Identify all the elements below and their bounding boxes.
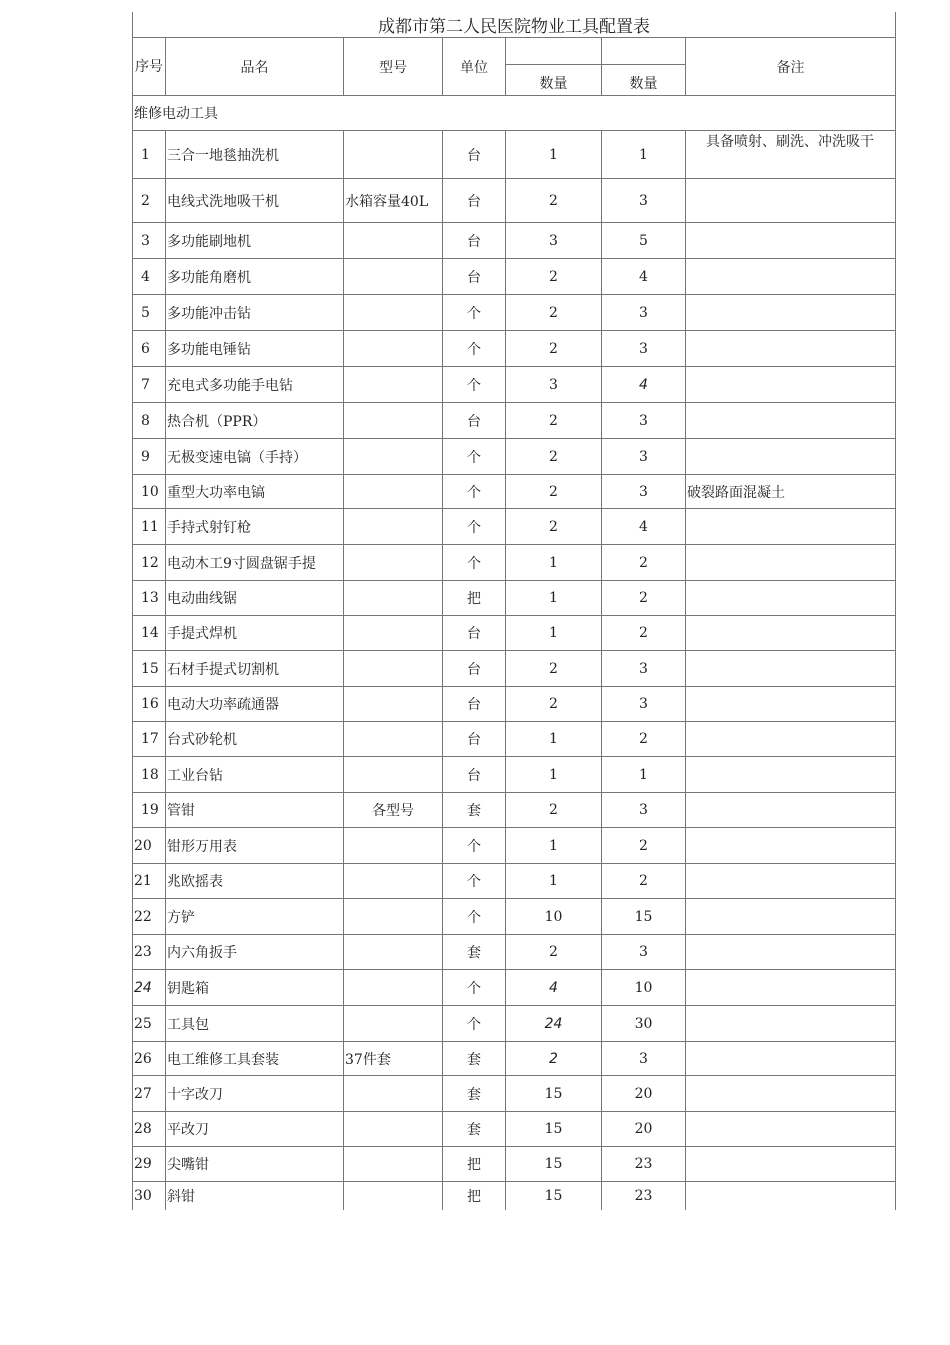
- row-unit: 个: [443, 828, 506, 864]
- row-qty2: 3: [602, 295, 686, 331]
- row-remark: [686, 864, 896, 899]
- row-qty2: 2: [602, 581, 686, 616]
- row-qty1: 1: [506, 545, 602, 581]
- row-seq: 26: [133, 1042, 166, 1076]
- row-qty2: 3: [602, 403, 686, 439]
- row-qty2: 4: [602, 509, 686, 545]
- row-unit: 套: [443, 935, 506, 970]
- row-model: [344, 651, 443, 687]
- row-qty2: 2: [602, 864, 686, 899]
- row-remark: [686, 1006, 896, 1042]
- header-model: 型号: [344, 38, 443, 96]
- row-qty2: 20: [602, 1112, 686, 1147]
- row-name: 管钳: [166, 793, 344, 828]
- row-seq: 1: [133, 131, 166, 179]
- row-model: [344, 722, 443, 757]
- row-remark: [686, 793, 896, 828]
- table-row: [133, 722, 896, 757]
- row-model: [344, 899, 443, 935]
- row-name: 钥匙箱: [166, 970, 344, 1006]
- table-row: [133, 131, 896, 179]
- row-qty2: 3: [602, 331, 686, 367]
- row-name: 多功能电锤钻: [166, 331, 344, 367]
- row-qty1: 1: [506, 864, 602, 899]
- row-qty2: 2: [602, 722, 686, 757]
- row-qty2: 4: [602, 259, 686, 295]
- row-qty2: 1: [602, 131, 686, 179]
- row-unit: 个: [443, 1006, 506, 1042]
- table-row: [133, 295, 896, 331]
- table-row: [133, 828, 896, 864]
- row-unit: 个: [443, 970, 506, 1006]
- table-row: [133, 259, 896, 295]
- row-unit: 台: [443, 757, 506, 793]
- row-model: [344, 439, 443, 475]
- row-model: [344, 545, 443, 581]
- row-unit: 台: [443, 179, 506, 223]
- row-qty1: 15: [506, 1147, 602, 1182]
- row-seq: 27: [133, 1076, 166, 1112]
- row-qty1: 2: [506, 651, 602, 687]
- table-row: [133, 1076, 896, 1112]
- row-remark: [686, 616, 896, 651]
- row-model: [344, 295, 443, 331]
- row-unit: 套: [443, 793, 506, 828]
- row-qty2: 15: [602, 899, 686, 935]
- row-unit: 台: [443, 223, 506, 259]
- row-model: 37件套: [344, 1042, 443, 1076]
- row-name: 电线式洗地吸干机: [166, 179, 344, 223]
- row-seq: 2: [133, 179, 166, 223]
- table-row: [133, 1042, 896, 1076]
- row-seq: 5: [133, 295, 166, 331]
- row-model: [344, 616, 443, 651]
- row-name: 平改刀: [166, 1112, 344, 1147]
- row-remark: [686, 722, 896, 757]
- row-qty1: 2: [506, 687, 602, 722]
- row-name: 兆欧摇表: [166, 864, 344, 899]
- row-qty1: 2: [506, 1042, 602, 1076]
- row-qty1: 1: [506, 616, 602, 651]
- header-qty1: 数量: [506, 65, 602, 96]
- row-qty1: 2: [506, 509, 602, 545]
- row-qty1: 1: [506, 581, 602, 616]
- row-model: [344, 1182, 443, 1210]
- table-row: [133, 367, 896, 403]
- row-remark: [686, 179, 896, 223]
- row-qty2: 20: [602, 1076, 686, 1112]
- table-row: [133, 616, 896, 651]
- row-qty1: 10: [506, 899, 602, 935]
- row-seq: 12: [133, 545, 166, 581]
- header-name: 品名: [166, 38, 344, 96]
- row-name: 电动大功率疏通器: [166, 687, 344, 722]
- table-row: [133, 179, 896, 223]
- row-remark: [686, 259, 896, 295]
- row-model: [344, 509, 443, 545]
- row-qty2: 5: [602, 223, 686, 259]
- row-seq: 7: [133, 367, 166, 403]
- row-seq: 4: [133, 259, 166, 295]
- row-model: [344, 131, 443, 179]
- row-qty2: 3: [602, 475, 686, 509]
- row-remark: [686, 223, 896, 259]
- header-qty1-top: [506, 38, 602, 65]
- row-qty2: 3: [602, 687, 686, 722]
- row-remark: [686, 1076, 896, 1112]
- row-qty2: 3: [602, 439, 686, 475]
- row-unit: 个: [443, 899, 506, 935]
- row-model: [344, 1147, 443, 1182]
- row-qty2: 3: [602, 1042, 686, 1076]
- table-row: [133, 403, 896, 439]
- table-row: [133, 331, 896, 367]
- row-qty1: 2: [506, 331, 602, 367]
- row-name: 多功能角磨机: [166, 259, 344, 295]
- row-seq: 13: [133, 581, 166, 616]
- row-model: [344, 1076, 443, 1112]
- row-model: [344, 223, 443, 259]
- row-model: 各型号: [344, 793, 443, 828]
- row-remark: [686, 899, 896, 935]
- row-unit: 把: [443, 1147, 506, 1182]
- section-title: 维修电动工具: [133, 96, 896, 131]
- row-name: 方铲: [166, 899, 344, 935]
- row-remark: 破裂路面混凝土: [686, 475, 896, 509]
- tool-config-table: [132, 12, 896, 1210]
- table-row: [133, 757, 896, 793]
- row-unit: 个: [443, 331, 506, 367]
- row-model: [344, 475, 443, 509]
- row-remark: 具备喷射、刷洗、冲洗吸干: [686, 131, 896, 179]
- row-remark: [686, 403, 896, 439]
- row-unit: 个: [443, 439, 506, 475]
- row-name: 石材手提式切割机: [166, 651, 344, 687]
- table-row: [133, 935, 896, 970]
- row-unit: 套: [443, 1042, 506, 1076]
- row-remark: [686, 509, 896, 545]
- table-row: [133, 864, 896, 899]
- row-unit: 台: [443, 722, 506, 757]
- row-unit: 套: [443, 1076, 506, 1112]
- row-model: [344, 581, 443, 616]
- row-name: 内六角扳手: [166, 935, 344, 970]
- row-seq: 24: [133, 970, 166, 1006]
- row-qty1: 1: [506, 722, 602, 757]
- row-remark: [686, 1042, 896, 1076]
- row-seq: 3: [133, 223, 166, 259]
- row-unit: 台: [443, 616, 506, 651]
- row-qty2: 3: [602, 179, 686, 223]
- row-name: 手提式焊机: [166, 616, 344, 651]
- row-name: 重型大功率电镐: [166, 475, 344, 509]
- table-row: [133, 1006, 896, 1042]
- row-name: 手持式射钉枪: [166, 509, 344, 545]
- row-qty2: 23: [602, 1182, 686, 1210]
- row-model: [344, 331, 443, 367]
- row-qty1: 2: [506, 295, 602, 331]
- row-qty2: 2: [602, 545, 686, 581]
- row-qty2: 23: [602, 1147, 686, 1182]
- row-remark: [686, 1112, 896, 1147]
- row-unit: 台: [443, 651, 506, 687]
- row-name: 多功能刷地机: [166, 223, 344, 259]
- row-name: 三合一地毯抽洗机: [166, 131, 344, 179]
- row-unit: 套: [443, 1112, 506, 1147]
- row-name: 多功能冲击钻: [166, 295, 344, 331]
- row-remark: [686, 367, 896, 403]
- row-qty1: 2: [506, 179, 602, 223]
- row-seq: 10: [133, 475, 166, 509]
- row-name: 工业台钻: [166, 757, 344, 793]
- table-row: [133, 1147, 896, 1182]
- row-qty1: 2: [506, 403, 602, 439]
- row-qty2: 1: [602, 757, 686, 793]
- table-row: [133, 651, 896, 687]
- header-seq: 序号: [133, 38, 166, 96]
- row-name: 充电式多功能手电钻: [166, 367, 344, 403]
- row-remark: [686, 331, 896, 367]
- row-seq: 30: [133, 1182, 166, 1210]
- row-qty1: 1: [506, 828, 602, 864]
- row-unit: 台: [443, 687, 506, 722]
- row-model: [344, 367, 443, 403]
- row-name: 无极变速电镐（手持）: [166, 439, 344, 475]
- table-row: [133, 687, 896, 722]
- table-row: [133, 899, 896, 935]
- row-remark: [686, 651, 896, 687]
- header-unit: 单位: [443, 38, 506, 96]
- row-qty1: 3: [506, 367, 602, 403]
- row-remark: [686, 1182, 896, 1210]
- row-qty1: 2: [506, 259, 602, 295]
- row-seq: 19: [133, 793, 166, 828]
- row-model: [344, 757, 443, 793]
- row-qty1: 2: [506, 793, 602, 828]
- row-name: 电动木工9寸圆盘锯手提: [166, 545, 344, 581]
- header-qty2: 数量: [602, 65, 686, 96]
- header-remark: 备注: [686, 38, 896, 96]
- row-model: [344, 403, 443, 439]
- row-seq: 8: [133, 403, 166, 439]
- row-seq: 11: [133, 509, 166, 545]
- page-title: 成都市第二人民医院物业工具配置表: [133, 12, 896, 38]
- row-seq: 17: [133, 722, 166, 757]
- table-row: [133, 223, 896, 259]
- row-seq: 25: [133, 1006, 166, 1042]
- row-qty2: 10: [602, 970, 686, 1006]
- row-remark: [686, 545, 896, 581]
- row-seq: 15: [133, 651, 166, 687]
- row-seq: 28: [133, 1112, 166, 1147]
- row-seq: 20: [133, 828, 166, 864]
- row-qty1: 24: [506, 1006, 602, 1042]
- row-unit: 个: [443, 475, 506, 509]
- row-name: 台式砂轮机: [166, 722, 344, 757]
- row-qty2: 30: [602, 1006, 686, 1042]
- row-qty1: 3: [506, 223, 602, 259]
- row-qty1: 15: [506, 1076, 602, 1112]
- row-name: 电工维修工具套装: [166, 1042, 344, 1076]
- row-remark: [686, 935, 896, 970]
- row-seq: 9: [133, 439, 166, 475]
- table-row: [133, 475, 896, 509]
- row-unit: 把: [443, 581, 506, 616]
- row-name: 尖嘴钳: [166, 1147, 344, 1182]
- row-model: [344, 1006, 443, 1042]
- row-unit: 个: [443, 367, 506, 403]
- table-row: [133, 545, 896, 581]
- row-unit: 台: [443, 259, 506, 295]
- row-unit: 台: [443, 131, 506, 179]
- table-row: [133, 1112, 896, 1147]
- row-qty2: 3: [602, 935, 686, 970]
- row-qty1: 2: [506, 475, 602, 509]
- header-qty2-top: [602, 38, 686, 65]
- row-seq: 21: [133, 864, 166, 899]
- row-unit: 把: [443, 1182, 506, 1210]
- row-qty2: 4: [602, 367, 686, 403]
- row-unit: 个: [443, 295, 506, 331]
- row-qty2: 3: [602, 793, 686, 828]
- row-unit: 个: [443, 864, 506, 899]
- row-qty1: 15: [506, 1182, 602, 1210]
- row-qty2: 2: [602, 616, 686, 651]
- row-qty1: 4: [506, 970, 602, 1006]
- table-row: [133, 1182, 896, 1210]
- row-model: 水箱容量40L: [344, 179, 443, 223]
- row-model: [344, 1112, 443, 1147]
- table-row: [133, 793, 896, 828]
- row-name: 钳形万用表: [166, 828, 344, 864]
- table-row: [133, 439, 896, 475]
- row-remark: [686, 828, 896, 864]
- row-seq: 16: [133, 687, 166, 722]
- row-model: [344, 259, 443, 295]
- row-unit: 个: [443, 545, 506, 581]
- row-name: 斜钳: [166, 1182, 344, 1210]
- row-seq: 14: [133, 616, 166, 651]
- row-model: [344, 864, 443, 899]
- row-qty2: 3: [602, 651, 686, 687]
- row-qty1: 1: [506, 131, 602, 179]
- row-remark: [686, 687, 896, 722]
- row-seq: 6: [133, 331, 166, 367]
- row-name: 十字改刀: [166, 1076, 344, 1112]
- table-row: [133, 970, 896, 1006]
- row-qty1: 1: [506, 757, 602, 793]
- row-qty1: 2: [506, 439, 602, 475]
- row-qty1: 15: [506, 1112, 602, 1147]
- row-model: [344, 687, 443, 722]
- row-name: 热合机（PPR）: [166, 403, 344, 439]
- row-qty1: 2: [506, 935, 602, 970]
- row-remark: [686, 970, 896, 1006]
- row-seq: 23: [133, 935, 166, 970]
- row-remark: [686, 439, 896, 475]
- row-remark: [686, 757, 896, 793]
- row-qty2: 2: [602, 828, 686, 864]
- tool-config-sheet: [132, 12, 895, 1205]
- row-seq: 22: [133, 899, 166, 935]
- row-model: [344, 935, 443, 970]
- row-unit: 个: [443, 509, 506, 545]
- row-name: 工具包: [166, 1006, 344, 1042]
- table-row: [133, 581, 896, 616]
- row-model: [344, 828, 443, 864]
- row-model: [344, 970, 443, 1006]
- row-remark: [686, 1147, 896, 1182]
- table-row: [133, 509, 896, 545]
- row-seq: 18: [133, 757, 166, 793]
- row-remark: [686, 581, 896, 616]
- row-unit: 台: [443, 403, 506, 439]
- row-seq: 29: [133, 1147, 166, 1182]
- row-remark: [686, 295, 896, 331]
- row-name: 电动曲线锯: [166, 581, 344, 616]
